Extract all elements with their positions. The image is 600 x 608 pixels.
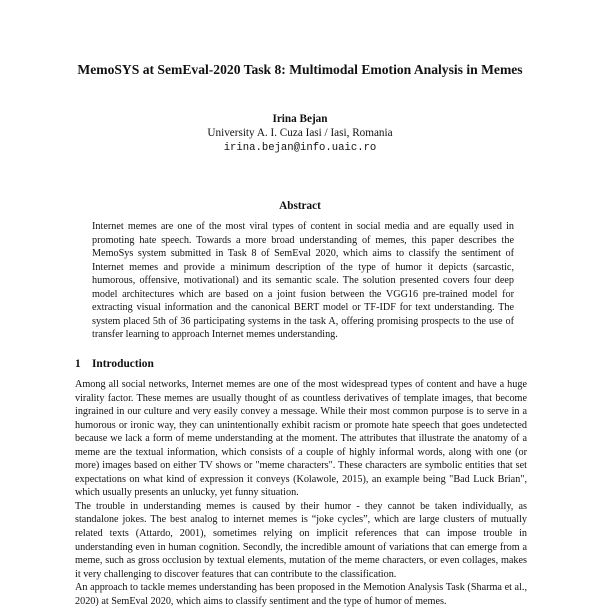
body-paragraph: Among all social networks, Internet memes are one of the most widespread types of content and have a huge virality factor. These memes are usually thought of as countless derivatives of template images, that become ingrained in our culture and very easily convey a message. While their most common purpose is to serve in a humorous or ironic way, they can unintentionally exhibit racism or promote hate speech that goes undetected because we lack a form of meme understanding at the moment. The attributes that illustrate the anatomy of a meme are the textual information, which consists of a couple of highly informal words, along with one (or more) images based on either TV shows or "meme characters". These characters are symbolic entities that set expectations on what kind of expression it conveys (Kolawole, 2015), an example being "Bad Luck Brian", which usually presents an unlucky, yet funny situation. — [75, 379, 527, 499]
section-heading-introduction — [75, 357, 154, 371]
section-number: 1 — [75, 358, 81, 370]
introduction-body — [75, 378, 527, 608]
abstract-heading: Abstract — [279, 200, 321, 212]
author-affiliation: University A. I. Cuza Iasi / Iasi, Romania — [207, 127, 393, 139]
section-title: Introduction — [92, 358, 154, 370]
abstract-text: Internet memes are one of the most viral types of content in social media and are equally used in promoting hate speech. Towards a more broad understanding of memes, this paper describes the MemoSys system submitted in Task 8 of SemEval 2020, which aims to classify the sentiment of Internet memes and provide a minimum description of the type of humor it depicts (sarcastic, humorous, offensive, motivational) and its semantic scale. The solution presented covers four deep model architectures which are based on a joint fusion between the VGG16 pre-trained model for extracting visual information and the canonical BERT model or TF-IDF for text understanding. The system placed 5th of 36 participating systems in the task A, offering promising prospects to the use of transfer learning to approach Internet memes understanding. — [92, 221, 514, 341]
paper-title: MemoSYS at SemEval-2020 Task 8: Multimodal Emotion Analysis in Memes — [77, 62, 523, 77]
author-name: Irina Bejan — [272, 113, 328, 125]
body-paragraph: The trouble in understanding memes is caused by their humor - they cannot be taken individually, as standalone jokes. The best analog to internet memes is “joke cycles”, which are large clusters of mutually related texts (Attardo, 2001), sometimes relying on implicit references that can impose trouble in understanding even in human cognition. Secondly, the incredible amount of variations that can emerge from a meme, such as gross occlusion by textual elements, mutation of the meme characters, or even collages, makes it very challenging to discover features that can contribute to the classification. — [75, 500, 527, 580]
body-paragraph: An approach to tackle memes understanding has been proposed in the Memotion Analysis Task (Sharma et al., 2020) at SemEval 2020, which aims to classify sentiment and the type of humor of memes. — [75, 582, 527, 607]
author-email: irina.bejan@info.uaic.ro — [223, 142, 377, 154]
